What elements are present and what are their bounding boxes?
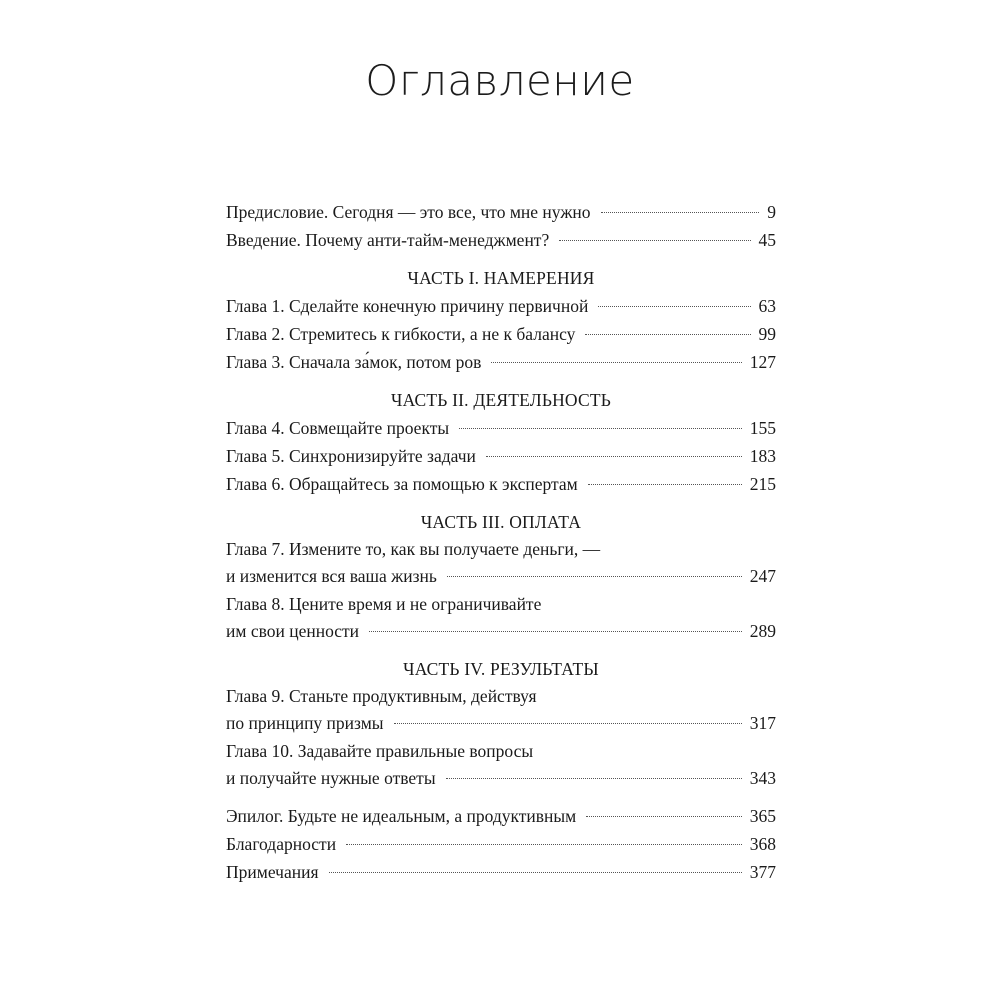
dot-leader: [491, 362, 741, 363]
dot-leader: [486, 456, 742, 457]
toc-entry-chapter-7[interactable]: [226, 536, 776, 590]
entry-title: Введение. Почему анти-тайм-менеджмент?: [226, 230, 550, 250]
dot-leader: [447, 576, 742, 577]
toc-entry-chapter-10[interactable]: [226, 738, 776, 792]
page-number: 9: [767, 202, 776, 222]
entry-title: Глава 5. Синхронизируйте задачи: [226, 446, 476, 466]
dot-leader: [585, 334, 750, 335]
entry-title: Глава 6. Обращайтесь за помощью к экспертам: [226, 474, 578, 494]
page-number: 183: [749, 446, 776, 466]
page-number: 155: [749, 418, 776, 438]
page-title: Оглавление: [365, 56, 635, 105]
dot-leader: [559, 240, 750, 241]
toc-entry-chapter-3[interactable]: [226, 348, 776, 376]
page-number: 365: [749, 806, 776, 826]
entry-title: Примечания: [226, 862, 319, 882]
entry-title: Глава 2. Стремитесь к гибкости, а не к балансу: [226, 324, 576, 344]
toc-entry-chapter-4[interactable]: [226, 414, 776, 442]
entry-title: Предисловие. Сегодня — это все, что мне нужно: [226, 202, 591, 222]
page-number: 45: [758, 230, 776, 250]
dot-leader: [459, 428, 742, 429]
entry-title-line-1: Глава 9. Станьте продуктивным, действуя: [226, 686, 537, 706]
entry-title-line-2: по принципу призмы: [226, 713, 384, 733]
page-number: 247: [749, 566, 776, 586]
dot-leader: [446, 778, 742, 779]
page-number: 377: [749, 862, 776, 882]
dot-leader: [394, 723, 742, 724]
toc-entry-chapter-5[interactable]: [226, 442, 776, 470]
dot-leader: [598, 306, 750, 307]
page-number: 289: [749, 621, 776, 641]
dot-leader: [588, 484, 742, 485]
toc-entry-acknowledgements[interactable]: [226, 830, 776, 858]
table-of-contents: [226, 198, 776, 886]
entry-title-line-1: Глава 7. Измените то, как вы получаете деньги, —: [226, 539, 601, 559]
toc-entry-notes[interactable]: [226, 858, 776, 886]
toc-entry-introduction[interactable]: [226, 226, 776, 254]
entry-title: Глава 3. Сначала за́мок, потом ров: [226, 352, 482, 372]
entry-title-line-1: Глава 8. Цените время и не ограничивайте: [226, 594, 542, 614]
toc-entry-chapter-8[interactable]: [226, 591, 776, 645]
page-number: 317: [749, 713, 776, 733]
toc-entry-chapter-2[interactable]: [226, 320, 776, 348]
dot-leader: [346, 844, 742, 845]
page-number: 63: [758, 296, 776, 316]
toc-entry-epilogue[interactable]: [226, 802, 776, 830]
dot-leader: [601, 212, 760, 213]
entry-title-line-1: Глава 10. Задавайте правильные вопросы: [226, 741, 534, 761]
toc-entry-preface[interactable]: [226, 198, 776, 226]
page-number: 343: [749, 768, 776, 788]
toc-entry-chapter-1[interactable]: [226, 292, 776, 320]
toc-entry-chapter-6[interactable]: [226, 470, 776, 498]
entry-title: Эпилог. Будьте не идеальным, а продуктивным: [226, 806, 577, 826]
dot-leader: [329, 872, 742, 873]
entry-title: Глава 1. Сделайте конечную причину первичной: [226, 296, 589, 316]
part-heading-3: ЧАСТЬ III. ОПЛАТА: [420, 512, 582, 532]
entry-title: Благодарности: [226, 834, 337, 854]
entry-title-line-2: им свои ценности: [226, 621, 360, 641]
entry-title-line-2: и получайте нужные ответы: [226, 768, 436, 788]
page-number: 127: [749, 352, 776, 372]
part-heading-2: ЧАСТЬ II. ДЕЯТЕЛЬНОСТЬ: [391, 390, 611, 410]
toc-entry-chapter-9[interactable]: [226, 683, 776, 737]
page-number: 215: [749, 474, 776, 494]
entry-title-line-2: и изменится вся ваша жизнь: [226, 566, 437, 586]
entry-title: Глава 4. Совмещайте проекты: [226, 418, 450, 438]
page-number: 99: [758, 324, 776, 344]
dot-leader: [369, 631, 742, 632]
page-number: 368: [749, 834, 776, 854]
part-heading-1: ЧАСТЬ I. НАМЕРЕНИЯ: [407, 268, 595, 288]
part-heading-4: ЧАСТЬ IV. РЕЗУЛЬТАТЫ: [403, 659, 599, 679]
dot-leader: [586, 816, 742, 817]
